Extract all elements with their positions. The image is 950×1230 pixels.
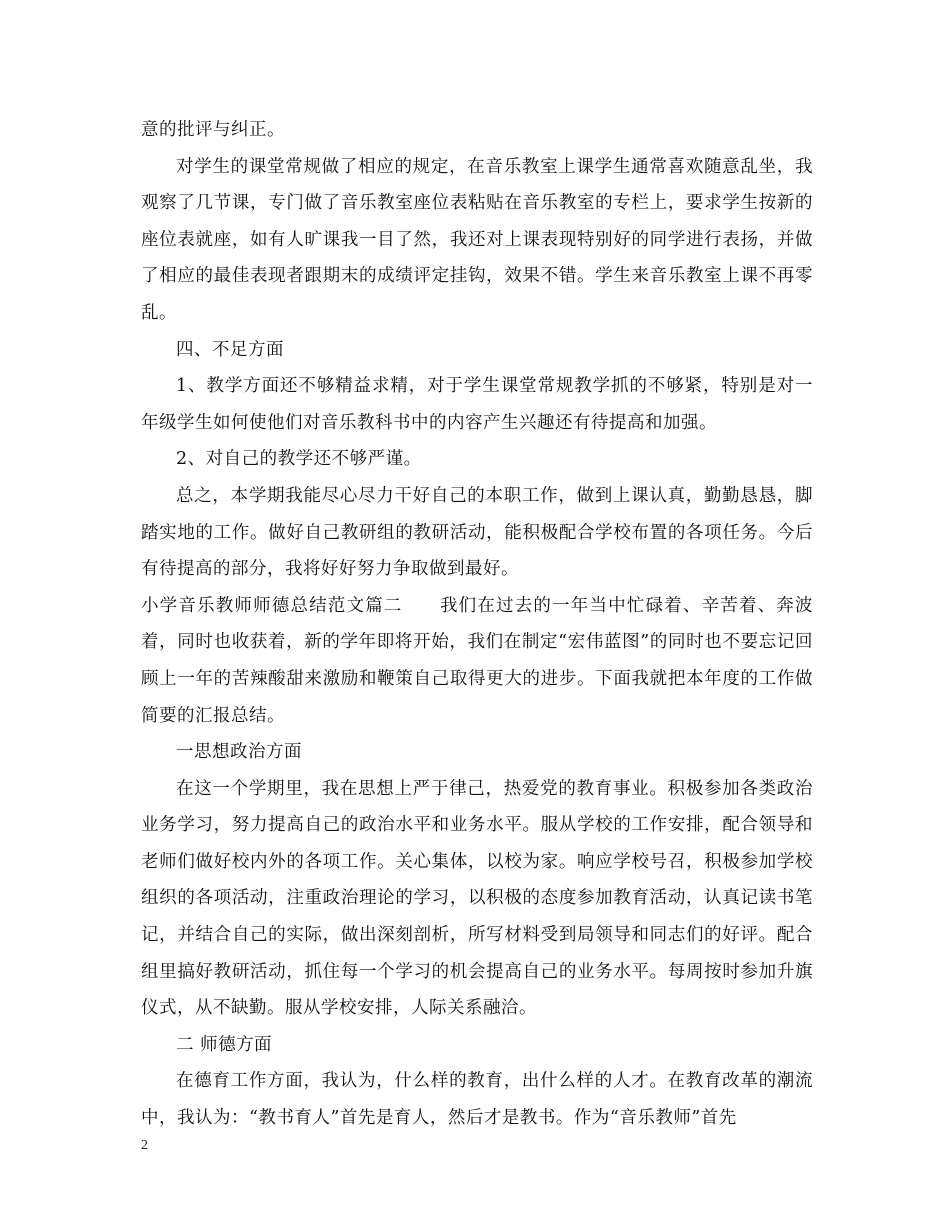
paragraph: 1、教学方面还不够精益求精，对于学生课堂常规教学抓的不够紧，特别是对一年级学生如何使他们对音乐教科书中的内容产生兴趣还有待提高和加强。 <box>141 376 813 433</box>
paragraph: 对学生的课堂常规做了相应的规定，在音乐教室上课学生通常喜欢随意乱坐，我观察了几节课，专门做了音乐教室座位表粘贴在音乐教室的专栏上，要求学生按新的座位表就座，如有人旷课我一目了然，我还对上课表现特别好的同学进行表扬，并做了相应的最佳表现者跟期末的成绩评定挂钩，效果不错。学生来音乐教室上课不再零乱。 <box>141 156 813 323</box>
paragraph: 在这一个学期里，我在思想上严于律己，热爱党的教育事业。积极参加各类政治业务学习，努力提高自己的政治水平和业务水平。服从学校的工作安排，配合领导和老师们做好校内外的各项工作。关心集体，以校为家。响应学校号召，积极参加学校组织的各项活动，注重政治理论的学习，以积极的态度参加教育活动，认真记读书笔记，并结合自己的实际，做出深刻剖析，所写材料受到局领导和同志们的好评。配合组里搞好教研活动，抓住每一个学习的机会提高自己的业务水平。每周按时参加升旗仪式，从不缺勤。服从学校安排，人际关系融洽。 <box>141 778 813 1019</box>
paragraph: 意的批评与纠正。 <box>141 120 285 140</box>
page-number: 2 <box>141 1138 148 1153</box>
paragraph: 小学音乐教师师德总结范文篇二 我们在过去的一年当中忙碌着、辛苦着、奔波着，同时也收获着，新的学年即将开始，我们在制定“宏伟蓝图”的同时也不要忘记回顾上一年的苦辣酸甜来激励和鞭策自己取得更大的进步。下面我就把本年度的工作做简要的汇报总结。 <box>141 595 813 726</box>
paragraph: 2、对自己的教学还不够严谨。 <box>176 449 422 470</box>
section-heading: 二 师德方面 <box>176 1034 273 1055</box>
paragraph: 总之，本学期我能尽心尽力干好自己的本职工作，做到上课认真，勤勤恳恳，脚踏实地的工作。做好自己教研组的教研活动，能积极配合学校布置的各项任务。今后有待提高的部分，我将好好努力争取做到最好。 <box>141 485 813 580</box>
section-heading: 一思想政治方面 <box>176 742 302 763</box>
body-text <box>141 112 813 1137</box>
paragraph: 在德育工作方面，我认为，什么样的教育，出什么样的人才。在教育改革的潮流中，我认为：“教书育人”首先是育人，然后才是教书。作为“音乐教师”首先 <box>141 1071 813 1129</box>
section-heading: 四、不足方面 <box>176 339 284 360</box>
